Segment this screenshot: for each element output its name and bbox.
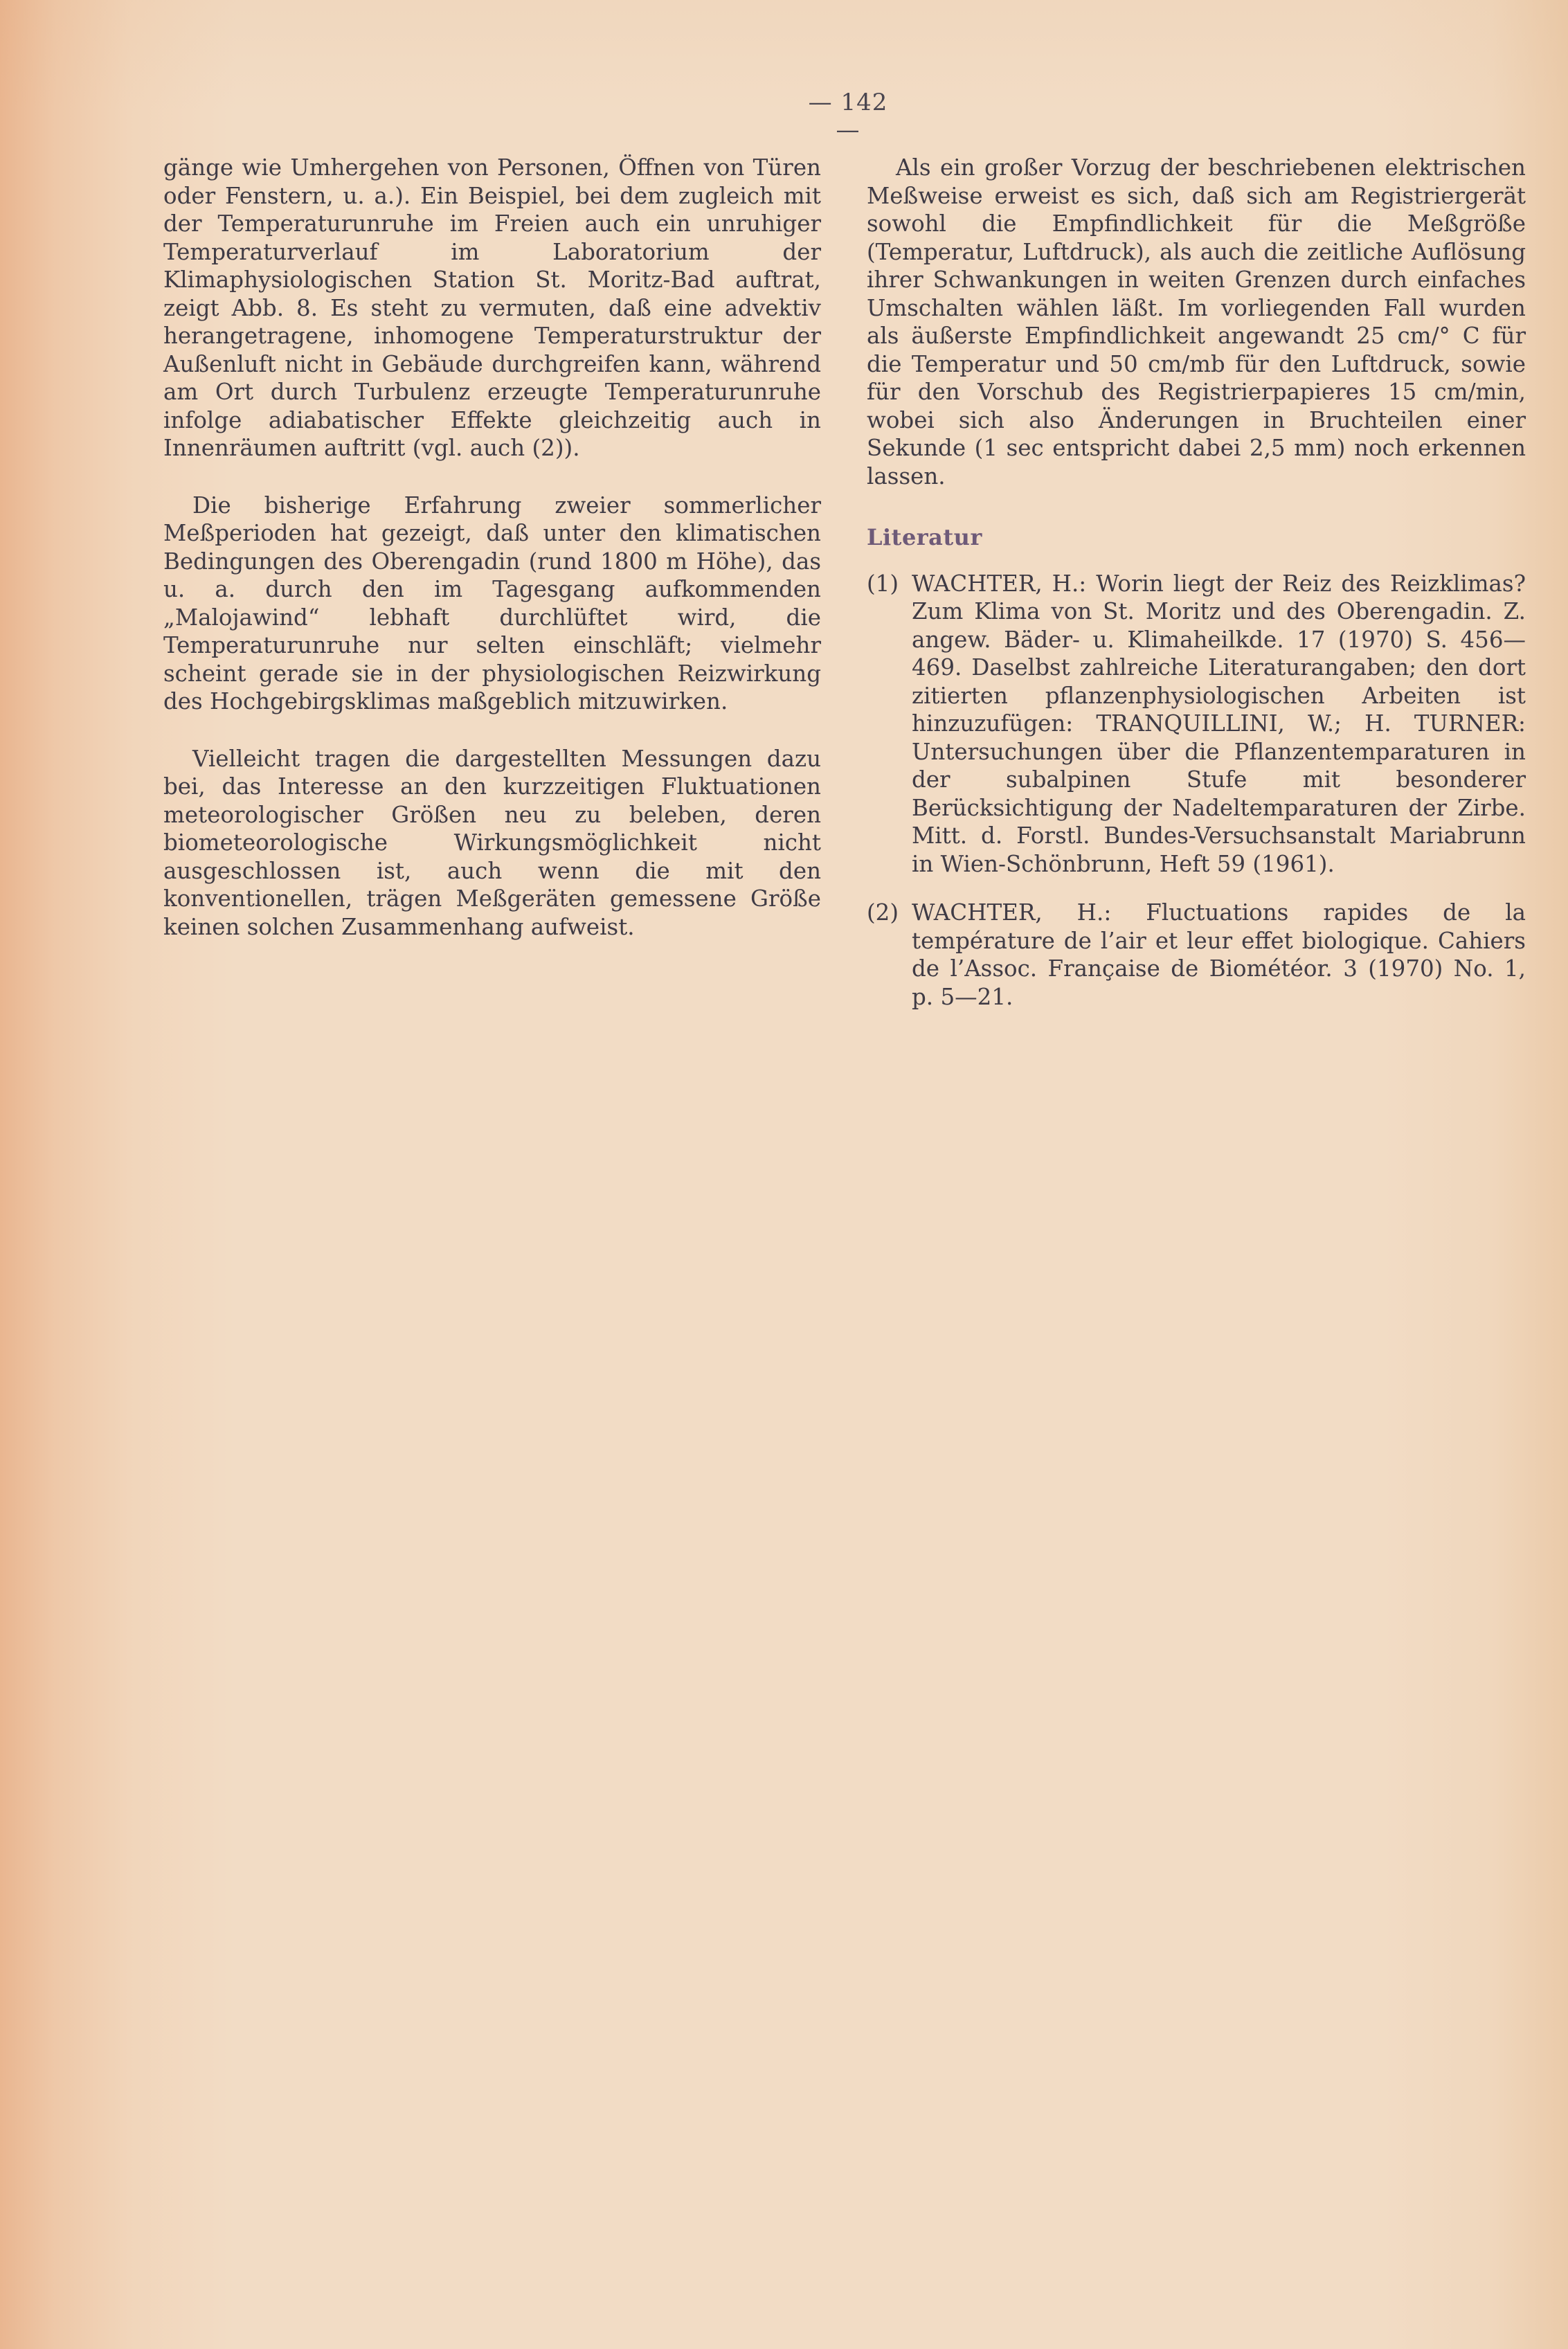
body-paragraph: Die bisherige Erfahrung zweier sommerlicher Meßperioden hat gezeigt, daß unter den klimatischen Bedingungen des Oberengadin (rund 1800 m Höhe), das u. a. durch den im Tagesgang aufkommenden „Malojawind“ lebhaft durchlüftet wird, die Temperaturunruhe nur selten einschläft; vielmehr scheint gerade sie in der physiologischen Reizwirkung des Hochgebirgsklimas maßgeblich mitzuwirken. <box>163 492 821 714</box>
reference-text: WACHTER, H.: Worin liegt der Reiz des Reizklimas? Zum Klima von St. Moritz und des Oberengadin. Z. angew. Bäder- u. Klimaheilkde. 17 (1970) S. 456—469. Daselbst zahlreiche Literaturangaben; den dort zitierten pflanzenphysiologischen Arbeiten ist hinzuzufügen: TRANQUILLINI, W.; H. TURNER: Untersuchungen über die Pflanzentemparaturen in der subalpinen Stufe mit besonderer Berücksichtigung der Nadeltemparaturen der Zirbe. Mitt. d. Forstl. Bundes-Versuchsanstalt Mariabrunn in Wien-Schönbrunn, Heft 59 (1961). <box>912 570 1526 877</box>
body-paragraph: Als ein großer Vorzug der beschriebenen elektrischen Meßweise erweist es sich, daß sich am Registriergerät sowohl die Empfindlichkeit für die Meßgröße (Temperatur, Luftdruck), als auch die zeitliche Auflösung ihrer Schwankungen in weiten Grenzen durch einfaches Umschalten wählen läßt. Im vorliegenden Fall wurden als äußerste Empfindlichkeit angewandt 25 cm/° C für die Temperatur und 50 cm/mb für den Luftdruck, sowie für den Vorschub des Registrierpapieres 15 cm/min, wobei sich also Änderungen in Bruchteilen einer Sekunde (1 sec entspricht dabei 2,5 mm) noch erkennen lassen. <box>867 154 1526 489</box>
reference-number: (2) <box>867 899 899 926</box>
body-paragraph: gänge wie Umhergehen von Personen, Öffnen von Türen oder Fenstern, u. a.). Ein Beispiel, bei dem zugleich mit der Temperaturunruhe im Freien auch ein unruhiger Temperaturverlauf im Laboratorium der Klimaphysiologischen Station St. Moritz-Bad auftrat, zeigt Abb. 8. Es steht zu vermuten, daß eine advektiv herangetragene, inhomogene Temperaturstruktur der Außenluft nicht in Gebäude durchgreifen kann, während am Ort durch Turbulenz erzeugte Temperaturunruhe infolge adiabatischer Effekte gleichzeitig auch in Innenräumen auftritt (vgl. auch (2)). <box>163 154 821 461</box>
reference-item <box>867 570 1526 879</box>
right-column <box>867 154 1526 1032</box>
reference-item <box>867 899 1526 1011</box>
left-column <box>163 154 821 970</box>
page-number: — 142 — <box>808 89 888 144</box>
reference-text: WACHTER, H.: Fluctuations rapides de la température de l’air et leur effet biologique. Cahiers de l’Assoc. Française de Biométéor. 3 (1970) No. 1, p. 5—21. <box>912 899 1526 1010</box>
body-paragraph: Vielleicht tragen die dargestellten Messungen dazu bei, das Interesse an den kurzzeitigen Fluktuationen meteorologischer Größen neu zu beleben, deren biometeorologische Wirkungsmöglichkeit nicht ausgeschlossen ist, auch wenn die mit den konventionellen, trägen Meßgeräten gemessene Größe keinen solchen Zusammenhang aufweist. <box>163 745 821 940</box>
reference-number: (1) <box>867 570 899 597</box>
literature-heading: Literatur <box>867 524 982 550</box>
